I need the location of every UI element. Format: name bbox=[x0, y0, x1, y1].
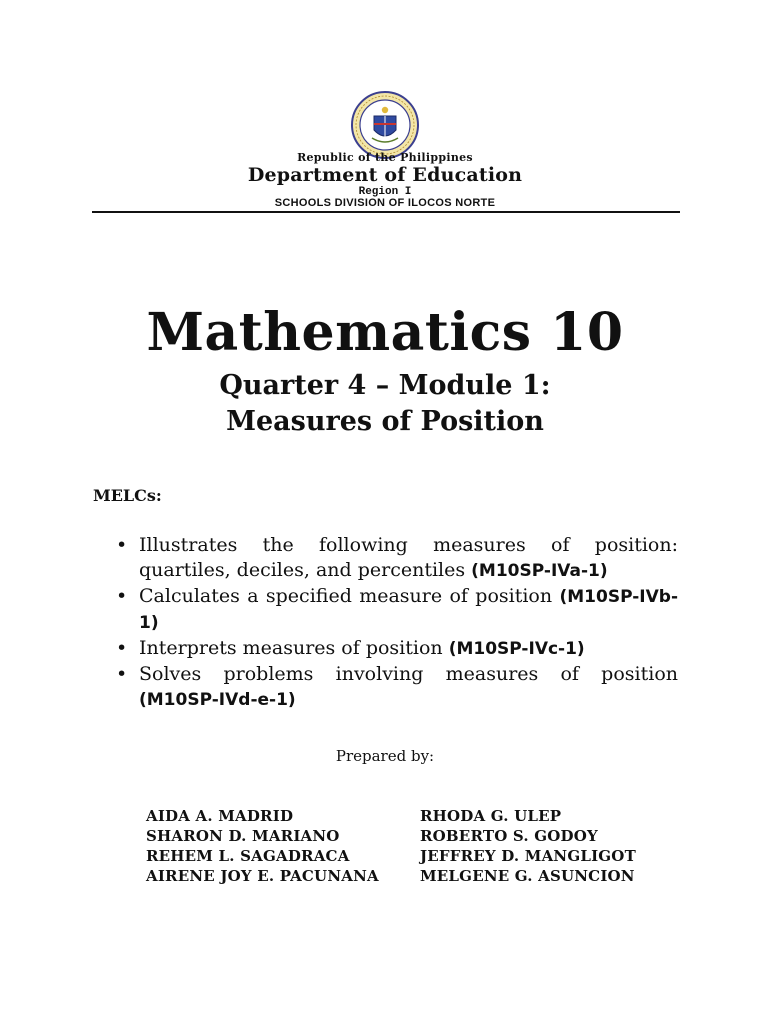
module-subtitle: Quarter 4 – Module 1: bbox=[219, 370, 551, 401]
melc-code: (M10SP-IVb-1) bbox=[139, 587, 678, 633]
melc-code: (M10SP-IVa-1) bbox=[471, 561, 608, 581]
module-topic: Measures of Position bbox=[226, 406, 544, 437]
melc-code: (M10SP-IVd-e-1) bbox=[139, 690, 296, 710]
author-name: ROBERTO S. GODOY bbox=[420, 827, 598, 845]
department-heading: Department of Education bbox=[247, 164, 523, 186]
list-item bbox=[116, 662, 678, 713]
division-label: SCHOOLS DIVISION OF ILOCOS NORTE bbox=[274, 197, 496, 209]
list-item bbox=[116, 636, 678, 662]
page-title: Mathematics 10 bbox=[146, 302, 624, 363]
author-name: JEFFREY D. MANGLIGOT bbox=[420, 847, 636, 865]
authors-left-column bbox=[146, 806, 379, 886]
melcs-heading: MELCs: bbox=[93, 486, 162, 505]
melc-text: Calculates a specified measure of position bbox=[139, 585, 560, 607]
deped-seal-icon bbox=[350, 90, 420, 160]
author-name: AIDA A. MADRID bbox=[146, 807, 294, 825]
melcs-list bbox=[116, 533, 678, 713]
melc-code: (M10SP-IVc-1) bbox=[448, 639, 585, 659]
authors-right-column bbox=[420, 806, 636, 886]
melc-text: Illustrates the following measures of position: quartiles, deciles, and percentiles bbox=[139, 534, 678, 581]
prepared-by-label: Prepared by: bbox=[335, 747, 435, 765]
header-divider bbox=[92, 211, 680, 213]
author-name: MELGENE G. ASUNCION bbox=[420, 867, 635, 885]
author-name: REHEM L. SAGADRACA bbox=[146, 847, 350, 865]
melc-text: Interprets measures of position bbox=[139, 637, 449, 659]
author-name: RHODA G. ULEP bbox=[420, 807, 562, 825]
republic-heading: Republic of the Philippines bbox=[297, 151, 473, 164]
melc-text: Solves problems involving measures of position bbox=[139, 663, 678, 685]
author-name: AIRENE JOY E. PACUNANA bbox=[146, 867, 379, 885]
region-label: Region I bbox=[358, 186, 412, 198]
list-item bbox=[116, 533, 678, 584]
list-item bbox=[116, 584, 678, 636]
author-name: SHARON D. MARIANO bbox=[146, 827, 340, 845]
